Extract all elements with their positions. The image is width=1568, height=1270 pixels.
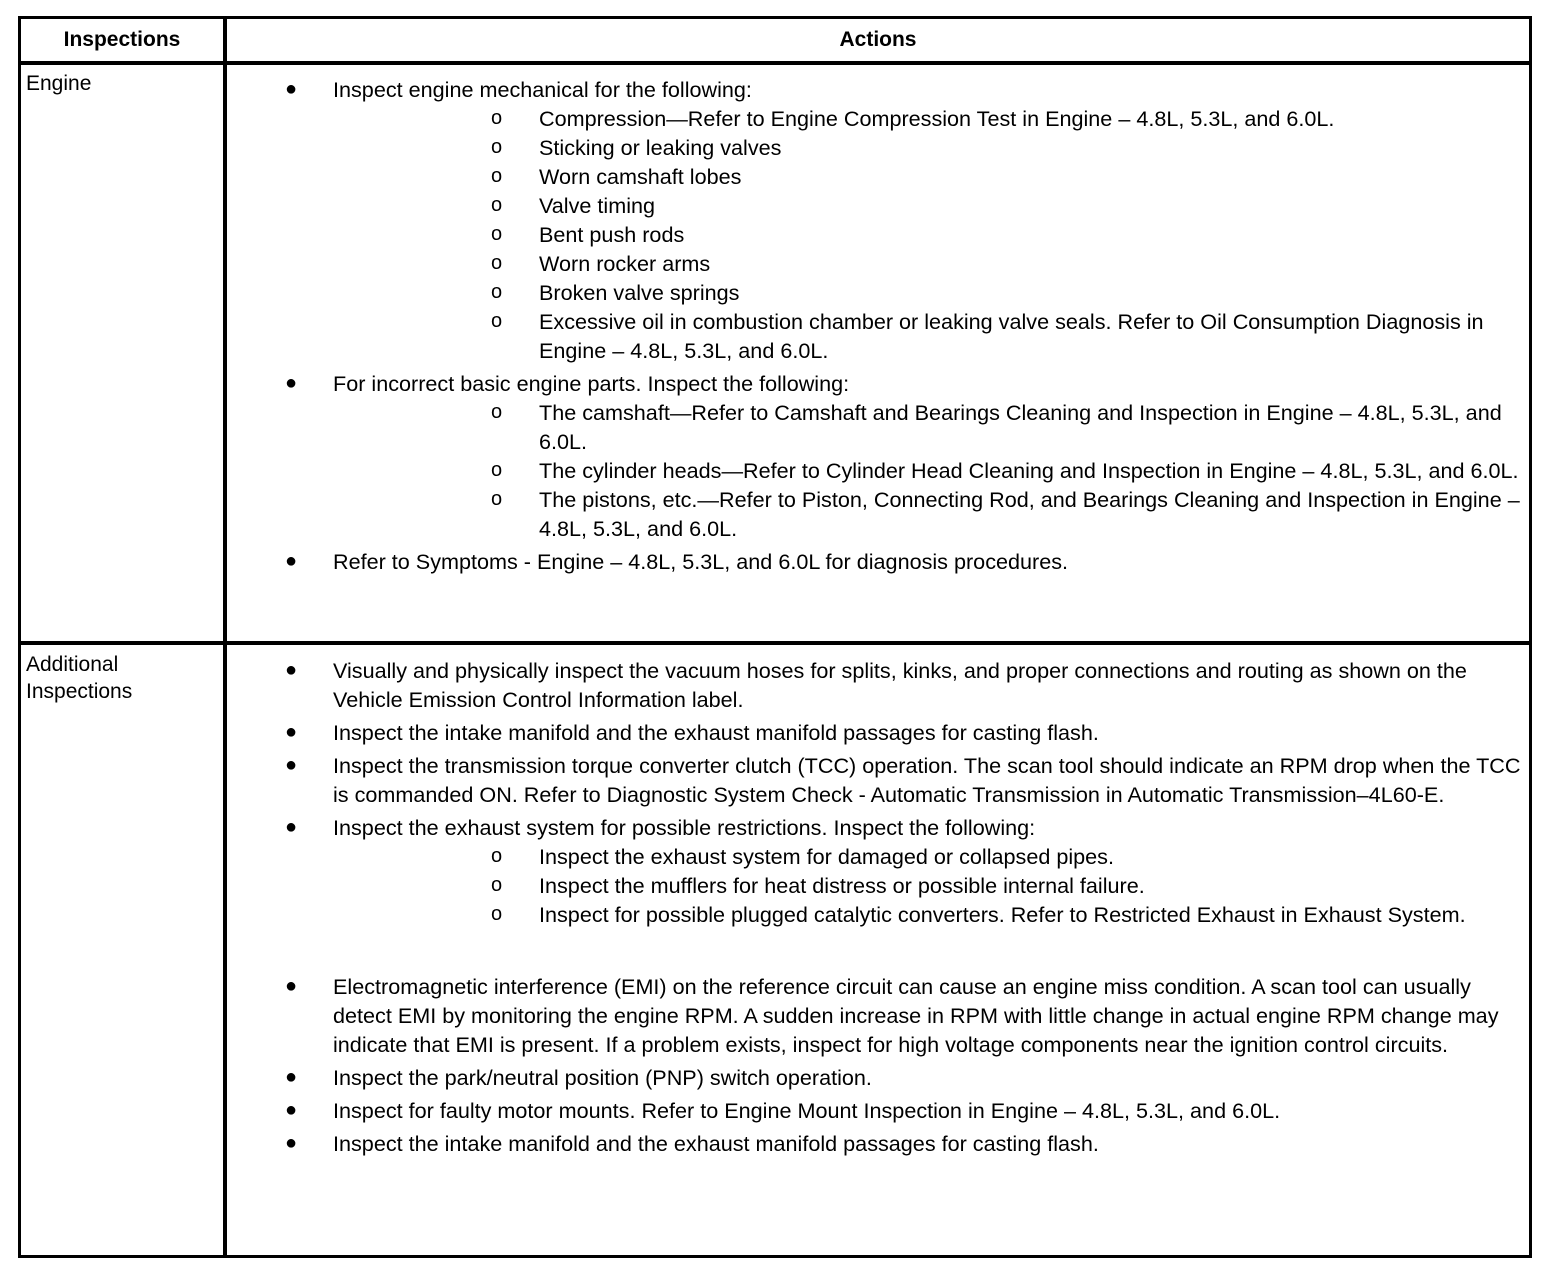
action-text: Inspect the intake manifold and the exhaust manifold passages for casting flash.: [333, 720, 1099, 745]
sub-action-item: [333, 398, 1525, 456]
bullet-icon: ●: [285, 1066, 298, 1088]
circle-bullet-icon: o: [491, 194, 503, 216]
action-text: Inspect the transmission torque converter clutch (TCC) operation. The scan tool should indicate an RPM drop when the TCC is commanded ON. Refer to Diagnostic System Check - Automatic Transmission in Automatic Transmission–4L60-E.: [333, 753, 1521, 807]
header-divider: [21, 61, 1529, 65]
bullet-icon: ●: [285, 1099, 298, 1121]
action-text: Visually and physically inspect the vacuum hoses for splits, kinks, and proper connections and routing as shown on the Vehicle Emission Control Information label.: [333, 658, 1467, 712]
circle-bullet-icon: o: [491, 459, 503, 481]
sub-action-text: Worn rocker arms: [539, 251, 711, 276]
sub-action-item: [333, 842, 1525, 871]
sub-action-item: [333, 133, 1525, 162]
action-item: [227, 972, 1529, 1059]
action-text: Refer to Symptoms - Engine – 4.8L, 5.3L, and 6.0L for diagnosis procedures.: [333, 549, 1069, 574]
sub-action-item: [333, 104, 1525, 133]
action-item: [227, 1063, 1529, 1092]
action-text: Inspect the intake manifold and the exhaust manifold passages for casting flash.: [333, 1131, 1099, 1156]
action-item: [227, 547, 1529, 576]
sub-action-item: [333, 278, 1525, 307]
bullet-icon: ●: [285, 721, 298, 743]
circle-bullet-icon: o: [491, 845, 503, 867]
row-label-engine: Engine: [26, 72, 92, 95]
sub-action-text: Inspect the exhaust system for damaged or collapsed pipes.: [539, 844, 1114, 869]
bullet-icon: ●: [285, 975, 298, 997]
action-text: Inspect engine mechanical for the following:: [333, 77, 752, 102]
sub-action-item: [333, 307, 1525, 365]
action-item: [227, 369, 1529, 543]
bullet-icon: ●: [285, 659, 298, 681]
sub-action-item: [333, 249, 1525, 278]
sub-action-text: Worn camshaft lobes: [539, 164, 742, 189]
circle-bullet-icon: o: [491, 136, 503, 158]
sub-action-text: The camshaft—Refer to Camshaft and Bearings Cleaning and Inspection in Engine – 4.8L, 5.3L, and 6.0L.: [539, 400, 1502, 454]
action-text: Inspect the exhaust system for possible restrictions. Inspect the following:: [333, 815, 1036, 840]
row-divider: [21, 641, 1529, 645]
action-item: [227, 718, 1529, 747]
bullet-icon: ●: [285, 372, 298, 394]
engine-actions: [227, 75, 1529, 576]
header-inspections: Inspections: [63, 28, 181, 51]
inspections-table: [18, 16, 1532, 1258]
sub-action-text: Broken valve springs: [539, 280, 740, 305]
action-item: [227, 656, 1529, 714]
sub-action-item: [333, 871, 1525, 900]
action-text: For incorrect basic engine parts. Inspect the following:: [333, 371, 850, 396]
circle-bullet-icon: o: [491, 874, 503, 896]
bullet-icon: ●: [285, 550, 298, 572]
bullet-icon: ●: [285, 1132, 298, 1154]
bullet-icon: ●: [285, 78, 298, 100]
sub-action-text: Sticking or leaking valves: [539, 135, 782, 160]
circle-bullet-icon: o: [491, 107, 503, 129]
row-label-additional-inspections: Additional Inspections: [26, 653, 133, 703]
action-item: [227, 1096, 1529, 1125]
bullet-icon: ●: [285, 816, 298, 838]
header-actions: Actions: [839, 28, 917, 51]
sub-action-item: [333, 900, 1525, 929]
circle-bullet-icon: o: [491, 310, 503, 332]
sub-action-text: Valve timing: [539, 193, 656, 218]
bullet-icon: ●: [285, 754, 298, 776]
action-item: [227, 75, 1529, 365]
sub-action-text: Bent push rods: [539, 222, 685, 247]
sub-action-text: The pistons, etc.—Refer to Piston, Connecting Rod, and Bearings Cleaning and Inspection in Engine – 4.8L, 5.3L, and 6.0L.: [539, 487, 1520, 541]
sub-action-item: [333, 456, 1525, 485]
circle-bullet-icon: o: [491, 401, 503, 423]
additional-inspections-actions: [227, 656, 1529, 1158]
action-text: Electromagnetic interference (EMI) on the reference circuit can cause an engine miss condition. A scan tool can usually detect EMI by monitoring the engine RPM. A sudden increase in RPM with little change in actual engine RPM change may indicate that EMI is present. If a problem exists, inspect for high voltage components near the ignition control circuits.: [333, 974, 1499, 1057]
sub-action-item: [333, 191, 1525, 220]
action-text: Inspect for faulty motor mounts. Refer to Engine Mount Inspection in Engine – 4.8L, 5.3L, and 6.0L.: [333, 1098, 1281, 1123]
sub-action-text: Inspect for possible plugged catalytic converters. Refer to Restricted Exhaust in Exhaust System.: [539, 902, 1466, 927]
sub-action-text: Excessive oil in combustion chamber or leaking valve seals. Refer to Oil Consumption Diagnosis in Engine – 4.8L, 5.3L, and 6.0L.: [539, 309, 1484, 363]
action-item: [227, 813, 1529, 929]
circle-bullet-icon: o: [491, 903, 503, 925]
circle-bullet-icon: o: [491, 252, 503, 274]
action-item: [227, 1129, 1529, 1158]
circle-bullet-icon: o: [491, 488, 503, 510]
sub-action-text: The cylinder heads—Refer to Cylinder Head Cleaning and Inspection in Engine – 4.8L, 5.3L, and 6.0L.: [539, 458, 1519, 483]
action-item: [227, 751, 1529, 809]
circle-bullet-icon: o: [491, 165, 503, 187]
action-text: Inspect the park/neutral position (PNP) switch operation.: [333, 1065, 872, 1090]
circle-bullet-icon: o: [491, 281, 503, 303]
sub-action-item: [333, 485, 1525, 543]
sub-action-item: [333, 162, 1525, 191]
circle-bullet-icon: o: [491, 223, 503, 245]
sub-action-text: Compression—Refer to Engine Compression Test in Engine – 4.8L, 5.3L, and 6.0L.: [539, 106, 1335, 131]
sub-action-item: [333, 220, 1525, 249]
sub-action-text: Inspect the mufflers for heat distress or possible internal failure.: [539, 873, 1145, 898]
